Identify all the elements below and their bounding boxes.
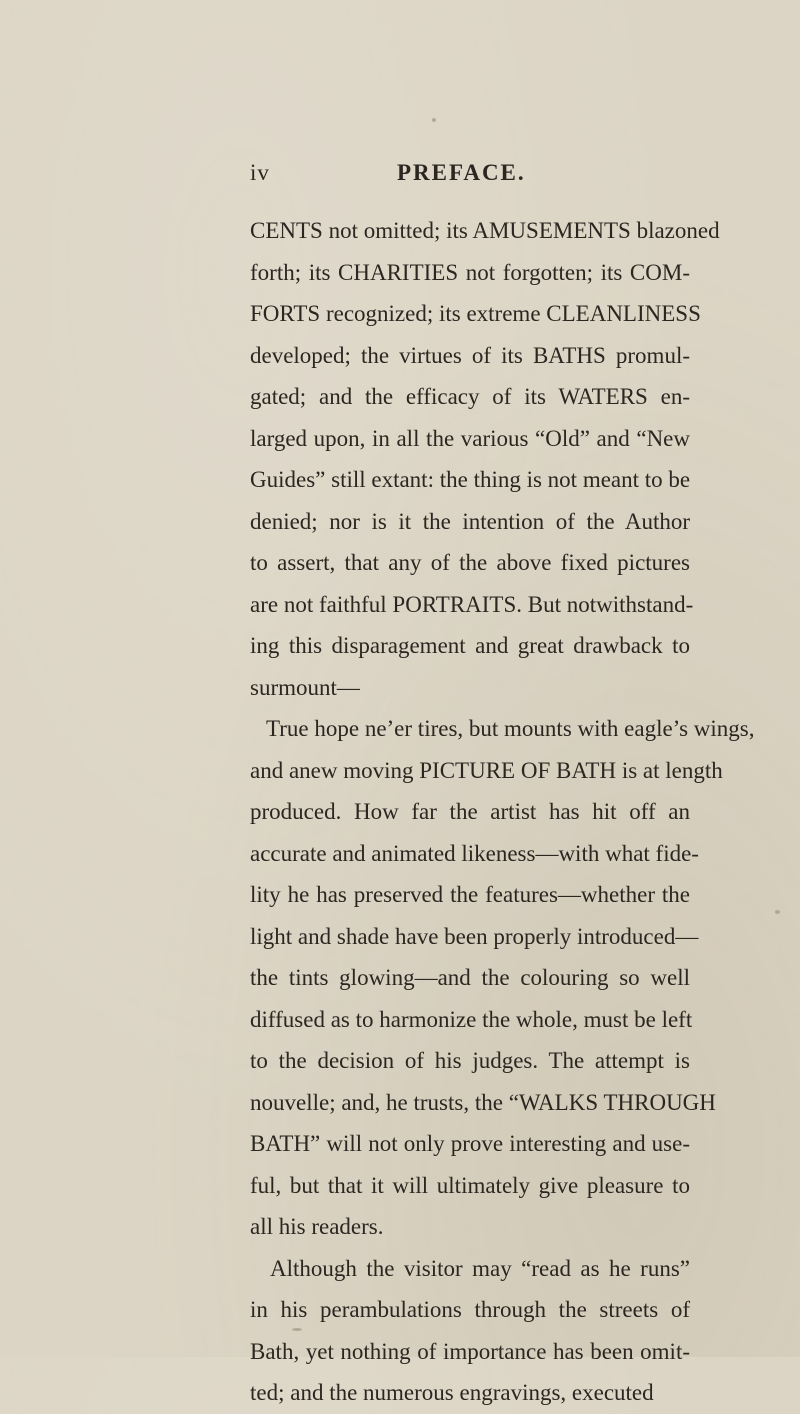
quotation-line: True hope ne’er tires, but mounts with eagle’s wings, xyxy=(266,716,755,741)
text-line: light and shade have been properly introduced— xyxy=(250,923,699,949)
text-line: Bath, yet nothing of importance has been omit- xyxy=(250,1338,690,1364)
text-line: nouvelle; and, he trusts, the “WALKS THROUGH xyxy=(250,1089,716,1115)
text-line: ful, but that it will ultimately give pleasure to xyxy=(250,1172,690,1198)
text-line: Guides” still extant: the thing is not meant to be xyxy=(250,467,691,492)
paper-speck xyxy=(292,1328,302,1331)
text-line: ing this disparagement and great drawback to xyxy=(250,633,690,658)
text-line: all his readers. xyxy=(250,1214,384,1239)
text-line: lity he has preserved the features—whether the xyxy=(250,882,690,907)
text-line: developed; the virtues of its BATHS promul- xyxy=(250,342,690,368)
page-number: iv xyxy=(250,160,270,185)
text-line: accurate and animated likeness—with what fide- xyxy=(250,840,699,866)
text-line: denied; nor is it the intention of the Author xyxy=(250,508,690,534)
text-line: forth; its CHARITIES not forgotten; its COM- xyxy=(250,259,690,285)
text-line: FORTS recognized; its extreme CLEANLINESS xyxy=(250,301,701,326)
paper-speck xyxy=(775,910,780,914)
text-line: the tints glowing—and the colouring so well xyxy=(250,965,690,990)
text-line: Although the visitor may “read as he runs” xyxy=(270,1255,690,1281)
text-line: larged upon, in all the various “Old” and “New xyxy=(250,425,690,451)
text-line: are not faithful PORTRAITS. But notwithstand- xyxy=(250,591,694,617)
text-line: ted; and the numerous engravings, executed xyxy=(250,1380,654,1405)
text-line: BATH” will not only prove interesting and use- xyxy=(250,1131,690,1156)
text-line: produced. How far the artist has hit off an xyxy=(250,799,690,824)
text-line: gated; and the efficacy of its WATERS en- xyxy=(250,384,690,409)
text-line: surmount— xyxy=(250,674,360,700)
text-line: and anew moving PICTURE OF BATH is at length xyxy=(250,757,723,783)
text-line: to assert, that any of the above fixed pictures xyxy=(250,550,690,575)
running-head: PREFACE. xyxy=(397,160,526,185)
body-text xyxy=(250,210,755,1414)
paper-speck xyxy=(432,118,436,122)
text-line: to the decision of his judges. The attempt is xyxy=(250,1048,690,1073)
page-header xyxy=(250,160,690,200)
text-line: in his perambulations through the streets of xyxy=(250,1297,690,1322)
text-line: CENTS not omitted; its AMUSEMENTS blazoned xyxy=(250,218,720,243)
text-line: diffused as to harmonize the whole, must be left xyxy=(250,1006,693,1032)
